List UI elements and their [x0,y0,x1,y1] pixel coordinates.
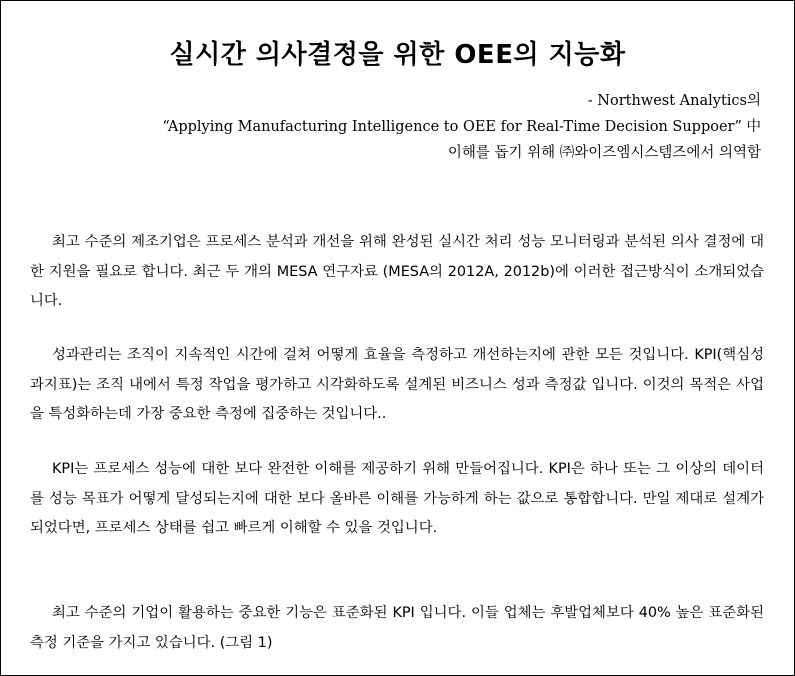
body-paragraph-1: 최고 수준의 제조기업은 프로세스 분석과 개선을 위해 완성된 실시간 처리 성능 모니터링과 분석된 의사 결정에 대한 지원을 필요로 합니다. 최근 두 개의 MESA 연구자료 (MESA의 2012A, 2012b)에 이러한 접근방식이 소개되었습니다. [30,234,764,310]
body-paragraph-4: 최고 수준의 기업이 활용하는 중요한 기능은 표준화된 KPI 입니다. 이들 업체는 후발업체보다 40% 높은 표준화된 측정 기준을 가지고 있습니다. (그림 1) [30,605,764,651]
translation-note-line: 이해를 돕기 위해 ㈜와이즈엠시스템즈에서 의역함 [447,145,761,161]
source-attribution [162,88,761,166]
body-paragraph-2: 성과관리는 조직이 지속적인 시간에 걸쳐 어떻게 효율을 측정하고 개선하는지에 관한 모든 것입니다. KPI(핵심성과지표)는 조직 내에서 특정 작업을 평가하고 시각화하도록 설계된 비즈니스 성과 측정값 입니다. 이것의 목적은 사업을 특성화하는데 가장 중요한 측정에 집중하는 것입니다.. [30,347,764,423]
document-title: 실시간 의사결정을 위한 OEE의 지능화 [169,40,626,70]
source-article-line: “Applying Manufacturing Intelligence to OEE for Real-Time Decision Suppoer” 中 [162,119,761,135]
source-author-line: - Northwest Analytics의 [587,93,761,109]
body-paragraph-3: KPI는 프로세스 성능에 대한 보다 완전한 이해를 제공하기 위해 만들어집니다. KPI은 하나 또는 그 이상의 데이터를 성능 목표가 어떻게 달성되는지에 대한 보다 올바른 이해를 가능하게 하는 값으로 통합합니다. 만일 제대로 설계가 되었다면, 프로세스 상태를 쉽고 빠르게 이해할 수 있을 것입니다. [30,461,764,537]
